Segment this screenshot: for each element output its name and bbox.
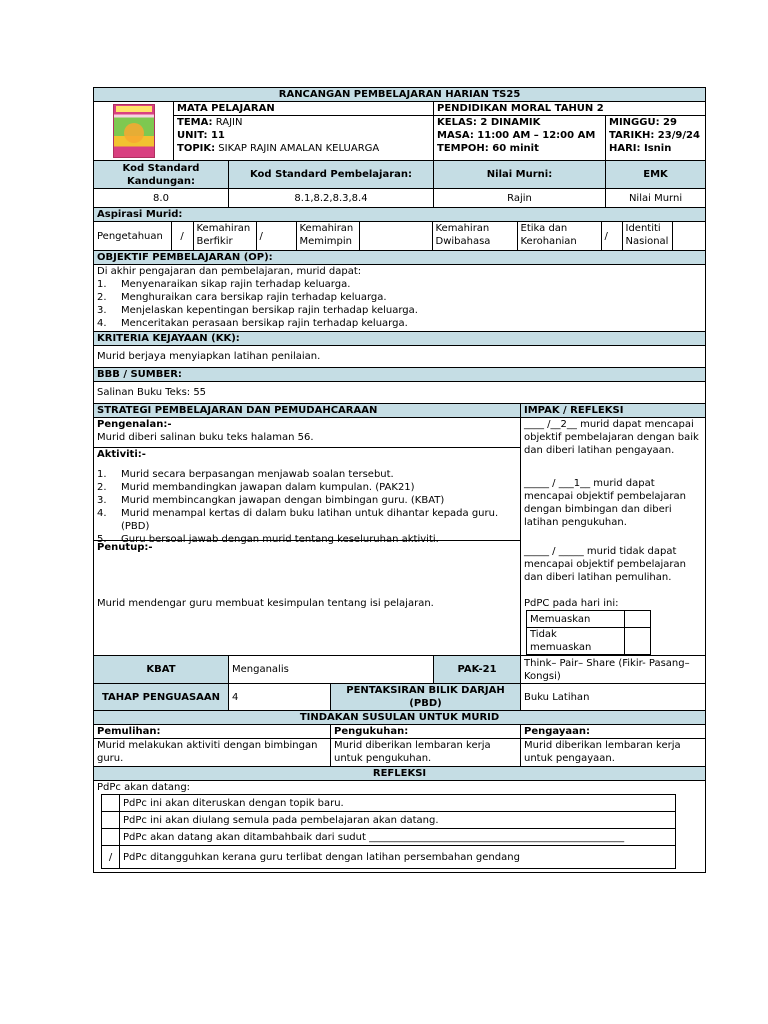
- refleksi-checkbox[interactable]: [102, 795, 120, 812]
- subject-label: MATA PELAJARAN: [174, 102, 434, 116]
- aspirasi-item-mark: [359, 222, 432, 250]
- unit-label: UNIT: 11: [177, 130, 225, 142]
- aspirasi-item-label: Etika dan Kerohanian: [517, 222, 601, 250]
- aspirasi-item-label: Kemahiran Dwibahasa: [435, 223, 491, 247]
- pengenalan-label: Pengenalan:-: [97, 419, 172, 430]
- impak-pengayaan: ____ /__2__ murid dapat mencapai objektif pembelajaran dengan baik dan diberi latihan pengayaan.: [524, 419, 699, 456]
- list-item: 5. Guru bersoal jawab dengan murid tentang keseluruhan aktiviti.: [97, 534, 439, 545]
- refleksi-content: [94, 781, 706, 873]
- kelas: KELAS: 2 DINAMIK: [437, 117, 541, 129]
- penutup-label: Penutup:-: [97, 542, 153, 553]
- penutup-text: Murid mendengar guru membuat kesimpulan tentang isi pelajaran.: [97, 598, 434, 609]
- hari: HARI: Isnin: [609, 143, 672, 155]
- refleksi-option: PdPc ditangguhkan kerana guru terlibat dengan latihan persembahan gendang: [120, 846, 676, 869]
- book-cover: [94, 102, 174, 161]
- aspirasi-item-mark: [672, 222, 706, 250]
- impak-pemulihan: _____ / _____ murid tidak dapat mencapai objektif pembelajaran dan diberi latihan pemulihan.: [524, 546, 687, 583]
- subject-value: PENDIDIKAN MORAL TAHUN 2: [434, 102, 706, 116]
- topic-info: [174, 116, 434, 161]
- refleksi-option: PdPc akan datang akan ditambahbaik dari sudut ___________________________________________________: [120, 829, 676, 846]
- tarikh: TARIKH: 23/9/24: [609, 130, 700, 142]
- kod-pembelajaran-value: 8.1,8.2,8.3,8.4: [229, 189, 434, 208]
- refleksi-option: PdPc ini akan diteruskan dengan topik baru.: [120, 795, 676, 812]
- book-cover-icon: [113, 104, 155, 158]
- tempoh: TEMPOH: 60 minit: [437, 143, 539, 155]
- pbd-label: PENTAKSIRAN BILIK DARJAH (PBD): [331, 684, 521, 711]
- refleksi-table: [101, 794, 676, 869]
- nilai-murni-value: Rajin: [434, 189, 606, 208]
- tidak-memuaskan-label: Tidak memuaskan: [527, 628, 625, 655]
- kod-kandungan-header: Kod Standard Kandungan:: [94, 161, 229, 189]
- kbat-label: KBAT: [94, 656, 229, 684]
- objektif-list: [97, 278, 702, 330]
- list-item: 3. Murid membincangkan jawapan dengan bimbingan guru. (KBAT): [97, 495, 445, 506]
- masa: MASA: 11:00 AM – 12:00 AM: [437, 130, 596, 142]
- date-info: [606, 116, 706, 161]
- aspirasi-item-label: Pengetahuan: [97, 230, 163, 242]
- lesson-plan-document: [93, 87, 705, 873]
- refleksi-checkbox[interactable]: /: [102, 846, 120, 869]
- tahap-label: TAHAP PENGUASAAN: [94, 684, 229, 711]
- aktiviti-label: Aktiviti:-: [97, 449, 146, 460]
- pengukuhan-text: Murid diberikan lembaran kerja untuk pengukuhan.: [331, 739, 521, 767]
- list-item: 2. Murid membandingkan jawapan dalam kumpulan. (PAK21): [97, 482, 415, 493]
- tema-label: TEMA:: [177, 117, 213, 129]
- aspirasi-row: [94, 222, 706, 251]
- pbd-value: Buku Latihan: [521, 684, 706, 711]
- page-title: RANCANGAN PEMBELAJARAN HARIAN TS25: [94, 88, 706, 102]
- aspirasi-label: Aspirasi Murid:: [94, 208, 706, 222]
- tahap-value: 4: [229, 684, 331, 711]
- strategi-content: [94, 418, 521, 656]
- list-item: 2. Menghuraikan cara bersikap rajin terhadap keluarga.: [97, 292, 387, 303]
- pengukuhan-label: Pengukuhan:: [331, 725, 521, 739]
- tema-value: RAJIN: [212, 117, 243, 129]
- refleksi-label: REFLEKSI: [94, 767, 706, 781]
- list-item: 1. Murid secara berpasangan menjawab soalan tersebut.: [97, 469, 394, 480]
- aspirasi-item-mark: /: [256, 222, 296, 250]
- memuaskan-label: Memuaskan: [527, 611, 625, 628]
- impak-label: IMPAK / REFLEKSI: [521, 404, 706, 418]
- pemulihan-label: Pemulihan:: [94, 725, 331, 739]
- objektif-intro: Di akhir pengajaran dan pembelajaran, murid dapat:: [97, 266, 362, 277]
- kod-pembelajaran-header: Kod Standard Pembelajaran:: [229, 161, 434, 189]
- aspirasi-item-label: Kemahiran Berfikir: [196, 223, 251, 247]
- list-item: 4. Murid menampal kertas di dalam buku latihan untuk dihantar kepada guru. (PBD): [97, 508, 499, 532]
- emk-header: EMK: [606, 161, 706, 189]
- impak-pengukuhan: _____ / ___1__ murid dapat mencapai objektif pembelajaran dengan bimbingan dan diberi latihan pengukuhan.: [524, 478, 687, 528]
- refleksi-option: PdPc ini akan diulang semula pada pembelajaran akan datang.: [120, 812, 676, 829]
- list-item: 3. Menjelaskan kepentingan bersikap rajin terhadap keluarga.: [97, 305, 418, 316]
- list-item: 4. Menceritakan perasaan bersikap rajin terhadap keluarga.: [97, 318, 408, 329]
- memuaskan-checkbox[interactable]: [625, 611, 651, 628]
- impak-content: [521, 418, 706, 656]
- bbb-text: Salinan Buku Teks: 55: [94, 382, 706, 404]
- tindakan-label: TINDAKAN SUSULAN UNTUK MURID: [94, 711, 706, 725]
- kriteria-text: Murid berjaya menyiapkan latihan penilaian.: [94, 346, 706, 368]
- pengayaan-label: Pengayaan:: [521, 725, 706, 739]
- aktiviti-list: [97, 468, 517, 546]
- aspirasi-item-mark: /: [171, 222, 193, 250]
- lesson-plan-table: [93, 87, 706, 873]
- pengayaan-text: Murid diberikan lembaran kerja untuk pengayaan.: [521, 739, 706, 767]
- class-info: [434, 116, 606, 161]
- nilai-murni-header: Nilai Murni:: [434, 161, 606, 189]
- kod-kandungan-value: 8.0: [94, 189, 229, 208]
- refleksi-checkbox[interactable]: [102, 812, 120, 829]
- pak21-value: Think– Pair– Share (Fikir- Pasang–Kongsi): [521, 656, 706, 684]
- list-item: 1. Menyenaraikan sikap rajin terhadap keluarga.: [97, 279, 351, 290]
- objektif-content: [94, 265, 706, 332]
- aspirasi-item-label: Identiti Nasional: [625, 223, 669, 247]
- tidak-memuaskan-checkbox[interactable]: [625, 628, 651, 655]
- pengenalan-text: Murid diberi salinan buku teks halaman 56.: [97, 432, 314, 443]
- refleksi-intro: PdPc akan datang:: [97, 782, 191, 793]
- minggu: MINGGU: 29: [609, 117, 677, 129]
- bbb-label: BBB / SUMBER:: [94, 368, 706, 382]
- topik-value: SIKAP RAJIN AMALAN KELUARGA: [215, 143, 380, 155]
- topik-label: TOPIK:: [177, 143, 216, 155]
- kbat-value: Menganalis: [229, 656, 434, 684]
- aspirasi-item-mark: /: [601, 222, 622, 250]
- aspirasi-item-label: Kemahiran Memimpin: [299, 223, 354, 247]
- emk-value: Nilai Murni: [606, 189, 706, 208]
- refleksi-checkbox[interactable]: [102, 829, 120, 846]
- kriteria-label: KRITERIA KEJAYAAN (KK):: [94, 332, 706, 346]
- objektif-label: OBJEKTIF PEMBELAJARAN (OP):: [94, 251, 706, 265]
- pdpc-status-table: [526, 610, 651, 655]
- pdpc-label: PdPC pada hari ini:: [524, 598, 619, 609]
- pemulihan-text: Murid melakukan aktiviti dengan bimbingan guru.: [94, 739, 331, 767]
- strategi-label: STRATEGI PEMBELAJARAN DAN PEMUDAHCARAAN: [94, 404, 521, 418]
- pak21-label: PAK-21: [434, 656, 521, 684]
